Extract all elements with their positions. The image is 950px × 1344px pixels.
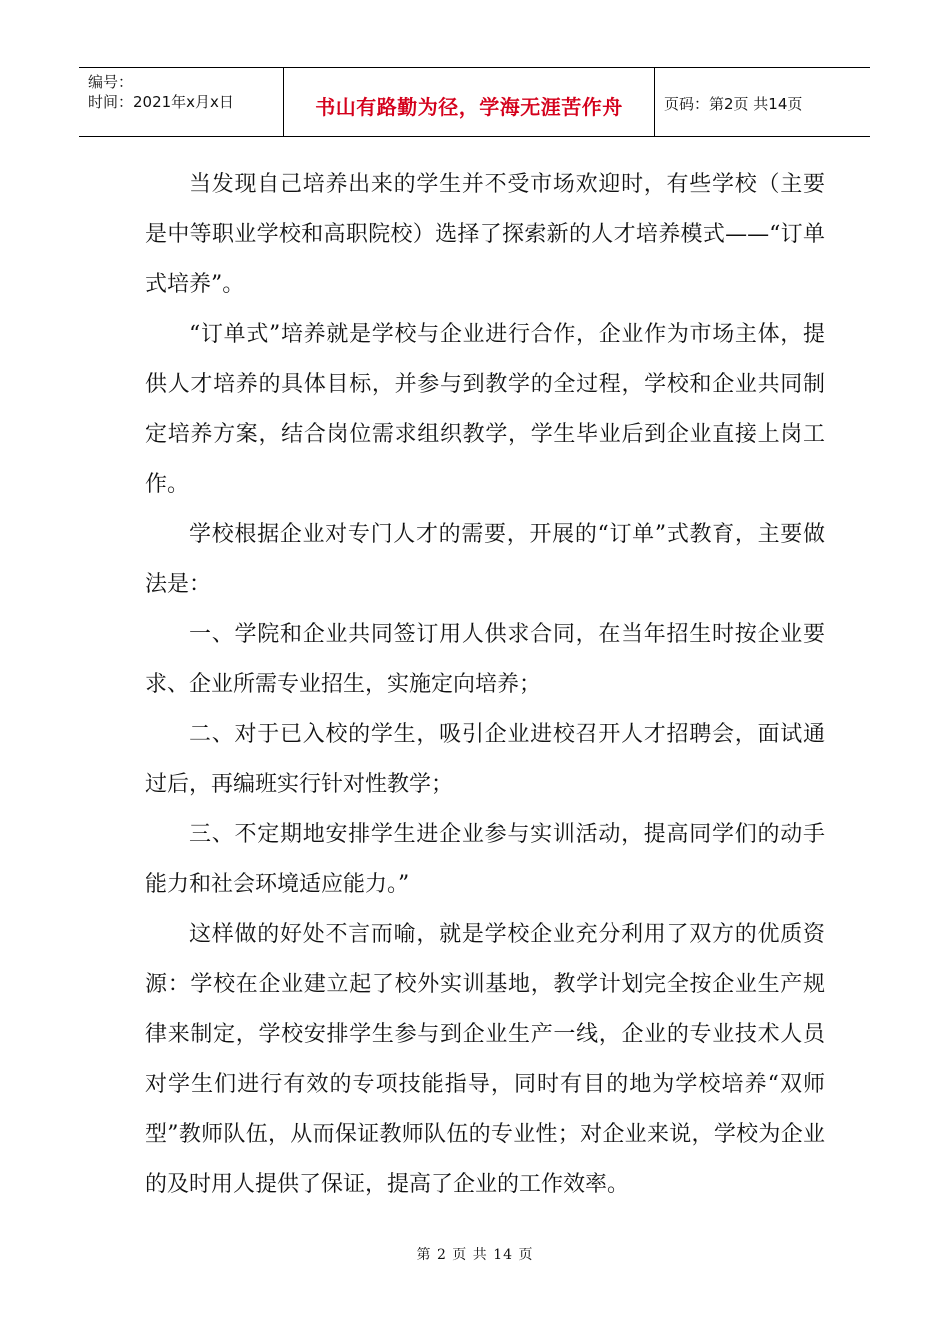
paragraph-1: 当发现自己培养出来的学生并不受市场欢迎时，有些学校（主要是中等职业学校和高职院校）选择了探索新的人才培养模式——“订单式培养”。 bbox=[145, 172, 825, 297]
paragraph-2: “订单式”培养就是学校与企业进行合作，企业作为市场主体，提供人才培养的具体目标，并参与到教学的全过程，学校和企业共同制定培养方案，结合岗位需求组织教学，学生毕业后到企业直接上岗工作。 bbox=[145, 322, 825, 497]
header-motto: 书山有路勤为径，学海无涯苦作舟 bbox=[315, 94, 623, 119]
header-page-info: 页码：第2页 共14页 bbox=[664, 94, 803, 113]
paragraph-5: 二、对于已入校的学生，吸引企业进校召开人才招聘会，面试通过后，再编班实行针对性教学； bbox=[145, 722, 825, 797]
paragraph-3: 学校根据企业对专门人才的需要，开展的“订单”式教育，主要做法是： bbox=[145, 522, 825, 597]
page-header bbox=[79, 67, 870, 137]
document-body bbox=[145, 160, 825, 1210]
header-page-info-cell bbox=[655, 68, 870, 136]
page-footer: 第 2 页 共 14 页 bbox=[416, 1247, 534, 1263]
document-number-label: 编号： bbox=[88, 73, 134, 91]
header-motto-cell bbox=[284, 68, 655, 136]
header-meta bbox=[79, 68, 284, 136]
paragraph-4: 一、学院和企业共同签订用人供求合同，在当年招生时按企业要求、企业所需专业招生，实施定向培养； bbox=[145, 622, 825, 697]
paragraph-7: 这样做的好处不言而喻，就是学校企业充分利用了双方的优质资源：学校在企业建立起了校外实训基地，教学计划完全按企业生产规律来制定，学校安排学生参与到企业生产一线，企业的专业技术人员对学生们进行有效的专项技能指导，同时有目的地为学校培养“双师型”教师队伍，从而保证教师队伍的专业性；对企业来说，学校为企业的及时用人提供了保证，提高了企业的工作效率。 bbox=[145, 922, 825, 1197]
paragraph-6: 三、不定期地安排学生进企业参与实训活动，提高同学们的动手能力和社会环境适应能力。” bbox=[145, 822, 825, 897]
document-time-label: 时间：2021年x月x日 bbox=[88, 93, 234, 111]
